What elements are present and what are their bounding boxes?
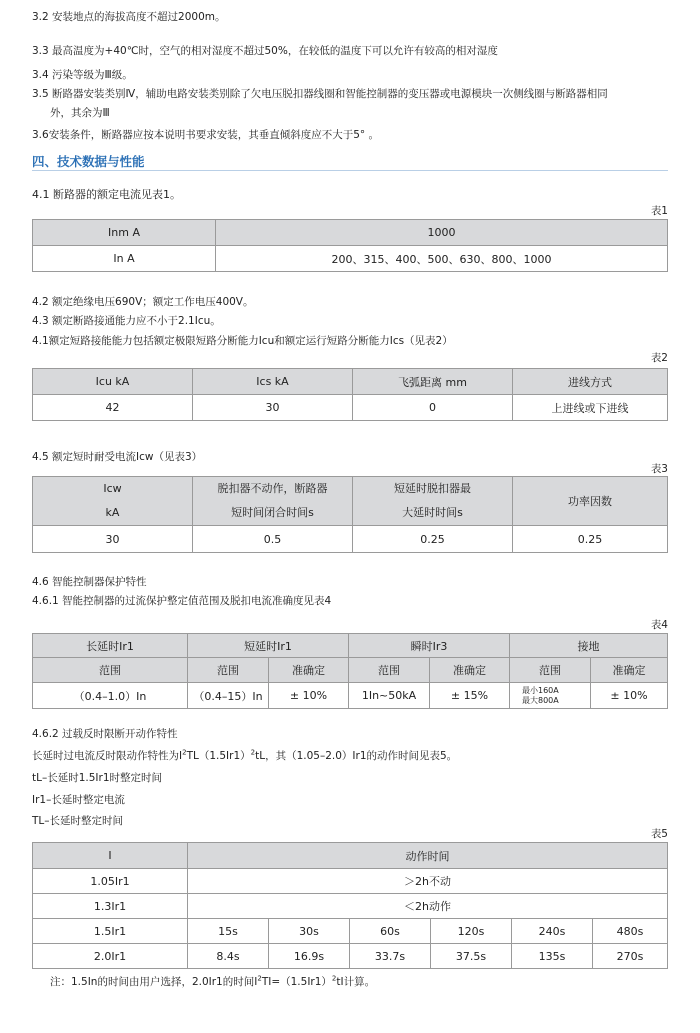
- def-ir1: Ir1–长延时整定电流: [32, 794, 125, 806]
- para-4-4: 4.1额定短路接能能力包括额定极限短路分断能力Icu和额定运行短路分断能力Ics（见表2）: [32, 335, 453, 347]
- table5-cell: 33.7s: [350, 944, 431, 969]
- table3-close-time-value: 0.5: [193, 526, 353, 553]
- table5-cell: 30s: [269, 919, 350, 944]
- table3-icw-header: Icw kA: [33, 477, 193, 526]
- intro-line-6: 3.6安装条件，断路器应按本说明书要求安装，其垂直倾斜度应不大于5° 。: [32, 129, 379, 141]
- table2-arc-value: 0: [353, 395, 513, 421]
- def-tl: tL–长延时1.5Ir1时整定时间: [32, 772, 163, 784]
- table5-row-label: 1.3Ir1: [33, 894, 188, 919]
- table2-icu-value: 42: [33, 395, 193, 421]
- table5-current-header: I: [33, 843, 188, 869]
- table5-no-trip: ＞2h不动: [188, 869, 668, 894]
- table5-note: 注：1.5In的时间由用户选择，2.0Ir1的时间$I^2TI=(1.5Ir1)^2tI$计算。: [50, 974, 376, 988]
- table2-ics-value: 30: [193, 395, 353, 421]
- table5-cell: 16.9s: [269, 944, 350, 969]
- intro-line-5: 外，其余为Ⅲ: [50, 107, 110, 119]
- table2-inlet-header: 进线方式: [513, 369, 668, 395]
- table-3: [32, 476, 668, 553]
- intro-line-3: 3.4 污染等级为Ⅲ级。: [32, 69, 133, 81]
- para-4-6: 4.6 智能控制器保护特性: [32, 576, 147, 588]
- table4-sub-accuracy: 准确定: [269, 658, 349, 683]
- table1-inm-value: 1000: [216, 220, 668, 246]
- table4-sub-range: 范围: [33, 658, 188, 683]
- table3-power-factor-value: 0.25: [513, 526, 668, 553]
- para-4-3: 4.3 额定断路接通能力应不小于2.1Icu。: [32, 315, 221, 327]
- table5-cell: 8.4s: [188, 944, 269, 969]
- table2-inlet-value: 上进线或下进线: [513, 395, 668, 421]
- table-4: [32, 633, 668, 709]
- def-TL: TL–长延时整定时间: [32, 815, 124, 827]
- intro-line-1: 3.2 安装地点的海拔高度不超过2000m。: [32, 11, 226, 23]
- table5-time-header: 动作时间: [188, 843, 668, 869]
- para-4-6-2: 4.6.2 过载反时限断开动作特性: [32, 728, 178, 740]
- table3-delay-header: 短延时脱扣器最 大延时时间s: [353, 477, 513, 526]
- table4-short-accuracy: ± 10%: [269, 683, 349, 709]
- table5-cell: 480s: [593, 919, 668, 944]
- table4-short-delay-header: 短延时Ir1: [188, 634, 349, 658]
- table-1: [32, 219, 668, 272]
- table2-arc-header: 飞弧距离 mm: [353, 369, 513, 395]
- table2-ics-header: Ics kA: [193, 369, 353, 395]
- table5-row-label: 1.05Ir1: [33, 869, 188, 894]
- table4-short-range: （0.4–15）In: [188, 683, 269, 709]
- table-5: [32, 842, 668, 969]
- para-4-1: 4.1 断路器的额定电流见表1。: [32, 188, 181, 201]
- table5-cell: 37.5s: [431, 944, 512, 969]
- table5-row-label: 1.5Ir1: [33, 919, 188, 944]
- section-divider: [32, 170, 668, 171]
- table5-tag: 表5: [650, 828, 668, 840]
- table1-in-label: In A: [33, 246, 216, 272]
- table1-in-values: 200、315、400、500、630、800、1000: [216, 246, 668, 272]
- table1-tag: 表1: [650, 205, 668, 217]
- table5-cell: 135s: [512, 944, 593, 969]
- table3-power-factor-header: 功率因数: [513, 477, 668, 526]
- table5-cell: 15s: [188, 919, 269, 944]
- table3-icw-value: 30: [33, 526, 193, 553]
- table4-sub-range: 范围: [510, 658, 591, 683]
- table5-trip: ＜2h动作: [188, 894, 668, 919]
- table4-sub-range: 范围: [349, 658, 430, 683]
- table4-instant-range: 1In~50kA: [349, 683, 430, 709]
- intro-line-2: 3.3 最高温度为+40℃时，空气的相对湿度不超过50%，在较低的温度下可以允许有较高的相对湿度: [32, 45, 498, 57]
- table-2: [32, 368, 668, 421]
- table4-sub-accuracy: 准确定: [430, 658, 510, 683]
- table4-long-delay-header: 长延时Ir1: [33, 634, 188, 658]
- table2-tag: 表2: [650, 352, 668, 364]
- table3-close-time-header: 脱扣器不动作，断路器 短时间闭合时间s: [193, 477, 353, 526]
- table4-ground-accuracy: ± 10%: [591, 683, 668, 709]
- table5-cell: 60s: [350, 919, 431, 944]
- para-4-6-1: 4.6.1 智能控制器的过流保护整定值范围及脱扣电流准确度见表4: [32, 595, 332, 607]
- table5-row-label: 2.0Ir1: [33, 944, 188, 969]
- para-inverse-time: 长延时过电流反时限动作特性为$I^2TL(1.5Ir1)^2tL$，其（1.05–2.0）Ir1的动作时间见表5。: [32, 748, 458, 762]
- table4-long-range: （0.4–1.0）In: [33, 683, 188, 709]
- table4-ground-header: 接地: [510, 634, 668, 658]
- table4-sub-range: 范围: [188, 658, 269, 683]
- table5-cell: 240s: [512, 919, 593, 944]
- table2-icu-header: Icu kA: [33, 369, 193, 395]
- table4-sub-accuracy: 准确定: [591, 658, 668, 683]
- table5-cell: 270s: [593, 944, 668, 969]
- table4-instant-accuracy: ± 15%: [430, 683, 510, 709]
- table4-tag: 表4: [650, 619, 668, 631]
- section-title: 四、技术数据与性能: [32, 154, 145, 169]
- para-4-5: 4.5 额定短时耐受电流Icw（见表3）: [32, 451, 203, 463]
- table1-inm-label: Inm A: [33, 220, 216, 246]
- table4-ground-range: 最小160A 最大800A: [510, 683, 591, 709]
- intro-line-4: 3.5 断路器安装类别Ⅳ，辅助电路安装类别除了欠电压脱扣器线圈和智能控制器的变压器或电源模块一次侧线圈与断路器相同: [32, 88, 608, 100]
- table3-tag: 表3: [650, 463, 668, 475]
- table3-delay-value: 0.25: [353, 526, 513, 553]
- table5-cell: 120s: [431, 919, 512, 944]
- para-4-2: 4.2 额定绝缘电压690V；额定工作电压400V。: [32, 296, 254, 308]
- table4-instant-header: 瞬时Ir3: [349, 634, 510, 658]
